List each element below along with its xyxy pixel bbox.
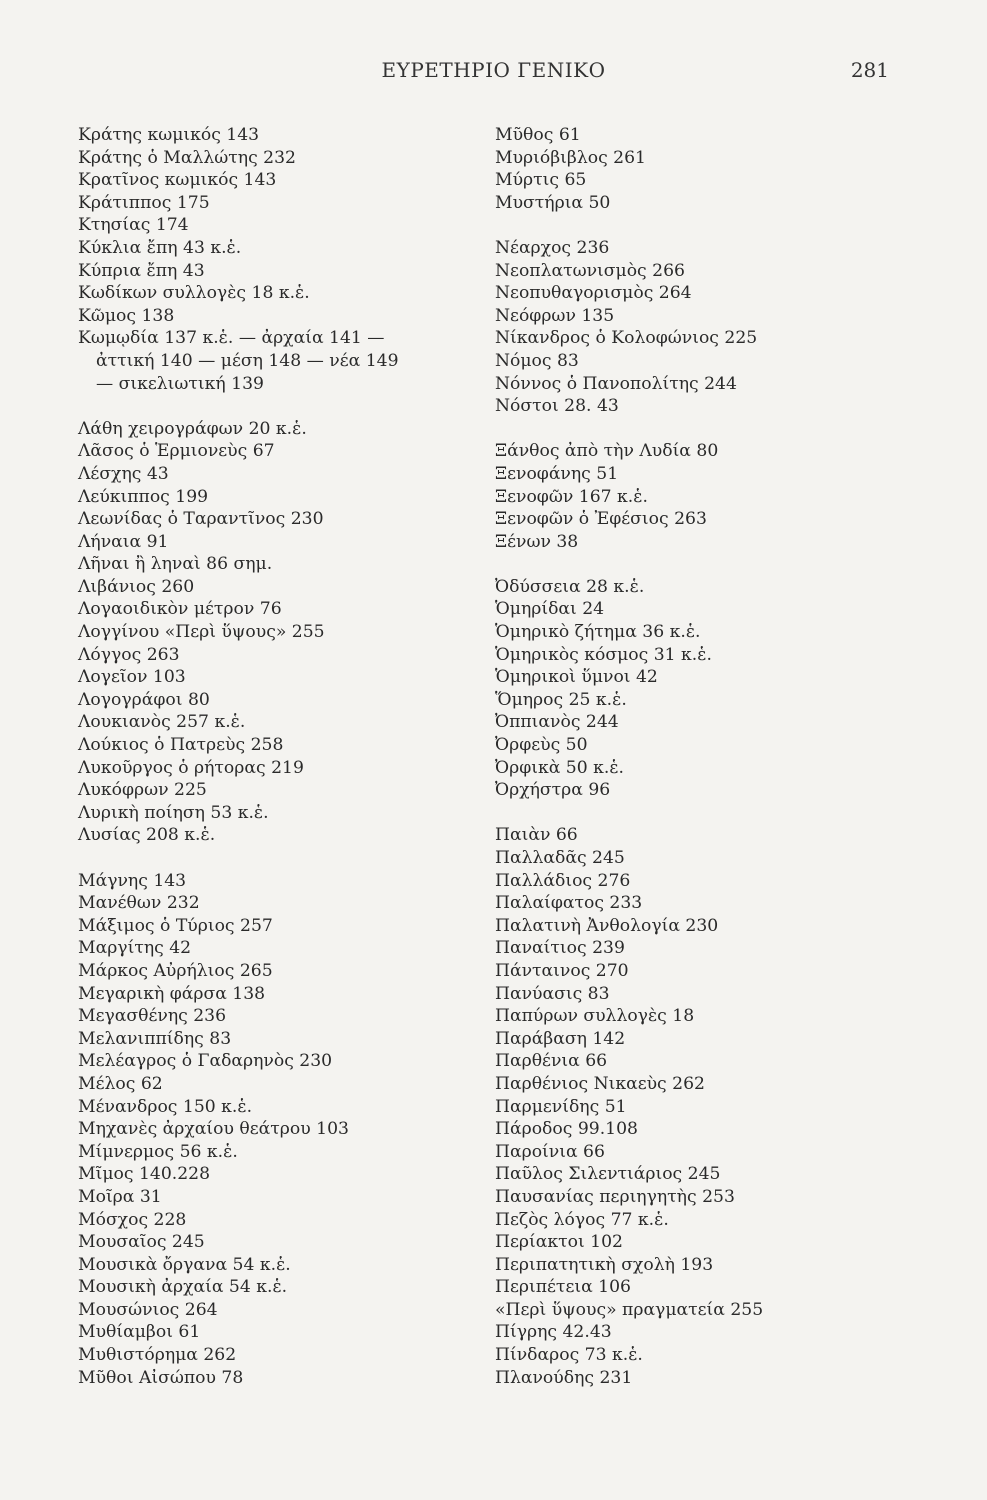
index-column-right (495, 124, 935, 1389)
index-entry: Πλανούδης 231 (495, 1367, 633, 1388)
index-entry: Λάθη χειρογράφων 20 κ.ἑ. (78, 418, 307, 439)
index-entry: Λῆναι ἢ ληναὶ 86 σημ. (78, 554, 273, 575)
index-entry: Παρμενίδης 51 (495, 1096, 627, 1117)
index-entry: Νεοπυθαγορισμὸς 264 (495, 283, 692, 304)
index-entry: Λιβάνιος 260 (78, 576, 195, 597)
index-entry: Κράτης ὁ Μαλλώτης 232 (78, 147, 296, 168)
index-entry: Παυσανίας περιηγητὴς 253 (495, 1186, 735, 1207)
index-entry: Μοῖρα 31 (78, 1186, 162, 1207)
index-entry: Μῦθοι Αἰσώπου 78 (78, 1367, 244, 1388)
letter-group (495, 576, 935, 802)
index-entry: Νέαρχος 236 (495, 237, 610, 258)
letter-group (78, 418, 478, 847)
letter-group (495, 237, 935, 418)
index-entry: Νεόφρων 135 (495, 305, 615, 326)
index-entry: Ὀππιανὸς 244 (495, 712, 619, 733)
index-entry: Μόσχος 228 (78, 1209, 187, 1230)
index-entry: Πανύασις 83 (495, 983, 610, 1004)
index-entry: Πίνδαρος 73 κ.ἑ. (495, 1345, 643, 1366)
index-entry: Μηχανὲς ἀρχαίου θεάτρου 103 (78, 1119, 349, 1140)
index-entry: Περιπατητικὴ σχολὴ 193 (495, 1254, 714, 1275)
letter-group (495, 124, 935, 214)
index-entry: Μέλος 62 (78, 1073, 163, 1094)
index-entry: Λογαοιδικὸν μέτρον 76 (78, 599, 282, 620)
index-entry: Μένανδρος 150 κ.ἑ. (78, 1096, 253, 1117)
index-entry: Μύρτις 65 (495, 170, 587, 191)
index-entry: Παρθένιος Νικαεὺς 262 (495, 1073, 705, 1094)
letter-group-gap (78, 847, 478, 870)
index-entry: Λᾶσος ὁ Ἑρμιονεὺς 67 (78, 441, 275, 462)
index-entry: Ξενοφῶν 167 κ.ἑ. (495, 486, 648, 507)
letter-group (495, 824, 935, 1389)
index-entry: Πεζὸς λόγος 77 κ.ἑ. (495, 1209, 669, 1230)
index-entry: Ὁμηρίδαι 24 (495, 599, 605, 620)
index-entry: Λογγίνου «Περὶ ὕψους» 255 (78, 622, 325, 643)
index-entry: Λουκιανὸς 257 κ.ἑ. (78, 712, 246, 733)
index-entry: Μάξιμος ὁ Τύριος 257 (78, 915, 273, 936)
index-entry: Μυστήρια 50 (495, 192, 611, 213)
letter-group (495, 440, 935, 553)
index-entry: Κωμῳδία 137 κ.ἑ. — ἀρχαία 141 — (78, 328, 385, 349)
index-entry: Πάροδος 99.108 (495, 1119, 638, 1140)
index-entry: Παλλάδιος 276 (495, 870, 631, 891)
index-entry: Μίμνερμος 56 κ.ἑ. (78, 1141, 238, 1162)
index-entry: Μουσικὰ ὄργανα 54 κ.ἑ. (78, 1254, 291, 1275)
index-entry: Μυριόβιβλος 261 (495, 147, 646, 168)
index-entry: Παναίτιος 239 (495, 938, 625, 959)
index-entry: Παιὰν 66 (495, 825, 578, 846)
index-entry: Ὀρφικὰ 50 κ.ἑ. (495, 757, 625, 778)
index-entry: Μῖμος 140.228 (78, 1164, 211, 1185)
index-entry: Λυκοῦργος ὁ ρήτορας 219 (78, 757, 304, 778)
index-entry: Μῦθος 61 (495, 125, 581, 145)
index-entry: Παράβαση 142 (495, 1028, 626, 1049)
index-entry: Παπύρων συλλογὲς 18 (495, 1006, 695, 1027)
page-header (0, 58, 987, 88)
index-column-left (78, 124, 478, 1389)
index-entry: «Περὶ ὕψους» πραγματεία 255 (495, 1299, 764, 1320)
index-entry: Πάνταινος 270 (495, 960, 629, 981)
index-entry: Λούκιος ὁ Πατρεὺς 258 (78, 735, 284, 756)
index-entry: Κτησίας 174 (78, 215, 189, 236)
index-entry: Νόστοι 28. 43 (495, 396, 619, 417)
index-entry: Λεύκιππος 199 (78, 486, 209, 507)
index-entry: Κῶμος 138 (78, 305, 175, 326)
index-entry: Ὅμηρος 25 κ.ἑ. (495, 689, 627, 710)
index-entry: Ὀρφεὺς 50 (495, 735, 588, 756)
letter-group-gap (495, 214, 935, 237)
index-entry: ἀττική 140 — μέση 148 — νέα 149 (96, 350, 399, 371)
index-entry: Νόννος ὁ Πανοπολίτης 244 (495, 373, 737, 394)
index-entry: Λέσχης 43 (78, 463, 169, 484)
index-entry: — σικελιωτική 139 (96, 373, 264, 394)
index-entry: Λυρικὴ ποίηση 53 κ.ἑ. (78, 802, 269, 823)
index-entry: Μεγασθένης 236 (78, 1006, 227, 1027)
index-entry: Λήναια 91 (78, 531, 169, 552)
index-entry: Μάγνης 143 (78, 870, 187, 891)
index-entry: Λογογράφοι 80 (78, 689, 210, 710)
index-entry: Παλαίφατος 233 (495, 893, 643, 914)
index-entry: Μανέθων 232 (78, 893, 200, 914)
index-entry: Λογεῖον 103 (78, 667, 186, 688)
index-entry: Μυθιστόρημα 262 (78, 1345, 237, 1366)
index-entry: Μαργίτης 42 (78, 938, 192, 959)
index-entry: Κωδίκων συλλογὲς 18 κ.ἑ. (78, 283, 310, 304)
index-entry: Ὁμηρικὸ ζήτημα 36 κ.ἑ. (495, 622, 701, 643)
index-entry: Μεγαρικὴ φάρσα 138 (78, 983, 266, 1004)
index-entry: Λόγγος 263 (78, 644, 180, 665)
index-entry: Παλατινὴ Ἀνθολογία 230 (495, 915, 719, 936)
index-entry: Πίγρης 42.43 (495, 1322, 612, 1343)
index-entry: Κράτιππος 175 (78, 192, 210, 213)
index-entry: Μυθίαμβοι 61 (78, 1322, 201, 1343)
index-entry: Ὁμηρικοὶ ὕμνοι 42 (495, 667, 658, 688)
index-entry: Νίκανδρος ὁ Κολοφώνιος 225 (495, 328, 758, 349)
index-entry: Ξενοφῶν ὁ Ἐφέσιος 263 (495, 509, 707, 530)
page-title: ΕΥΡΕΤΗΡΙΟ ΓΕΝΙΚΟ (381, 58, 606, 82)
index-entry: Νόμος 83 (495, 350, 579, 371)
letter-group-gap (495, 418, 935, 441)
index-entry: Μελανιππίδης 83 (78, 1028, 232, 1049)
letter-group (78, 870, 478, 1390)
index-entry: Μάρκος Αὐρήλιος 265 (78, 960, 273, 981)
index-entry: Ξάνθος ἀπὸ τὴν Λυδία 80 (495, 441, 719, 462)
index-entry: Κρατῖνος κωμικός 143 (78, 170, 277, 191)
index-entry: Μουσαῖος 245 (78, 1232, 205, 1253)
index-entry: Περίακτοι 102 (495, 1232, 623, 1253)
index-entry: Κύκλια ἔπη 43 κ.ἑ. (78, 237, 242, 258)
index-entry: Παλλαδᾶς 245 (495, 848, 625, 868)
letter-group-gap (495, 802, 935, 825)
index-entry: Νεοπλατωνισμὸς 266 (495, 260, 685, 281)
index-entry: Ὁμηρικὸς κόσμος 31 κ.ἑ. (495, 644, 712, 665)
index-entry: Μουσικὴ ἀρχαία 54 κ.ἑ. (78, 1277, 288, 1298)
letter-group-gap (78, 395, 478, 418)
index-entry: Ὀδύσσεια 28 κ.ἑ. (495, 576, 645, 597)
index-entry: Περιπέτεια 106 (495, 1277, 631, 1298)
index-entry: Μελέαγρος ὁ Γαδαρηνὸς 230 (78, 1051, 333, 1072)
index-entry: Ξενοφάνης 51 (495, 463, 619, 484)
index-entry: Ὀρχήστρα 96 (495, 780, 611, 801)
letter-group-gap (495, 553, 935, 576)
index-entry: Λυσίας 208 κ.ἑ. (78, 825, 216, 846)
index-entry: Κύπρια ἔπη 43 (78, 260, 205, 281)
index-entry: Κράτης κωμικός 143 (78, 125, 260, 145)
index-entry: Μουσώνιος 264 (78, 1299, 218, 1320)
letter-group (78, 124, 478, 395)
index-entry: Παῦλος Σιλεντιάριος 245 (495, 1164, 721, 1185)
index-entry: Λυκόφρων 225 (78, 780, 207, 801)
index-entry: Ξένων 38 (495, 531, 579, 552)
index-entry: Παροίνια 66 (495, 1141, 605, 1162)
index-entry: Λεωνίδας ὁ Ταραντῖνος 230 (78, 509, 324, 530)
page-number: 281 (850, 58, 889, 82)
index-entry: Παρθένια 66 (495, 1051, 608, 1072)
